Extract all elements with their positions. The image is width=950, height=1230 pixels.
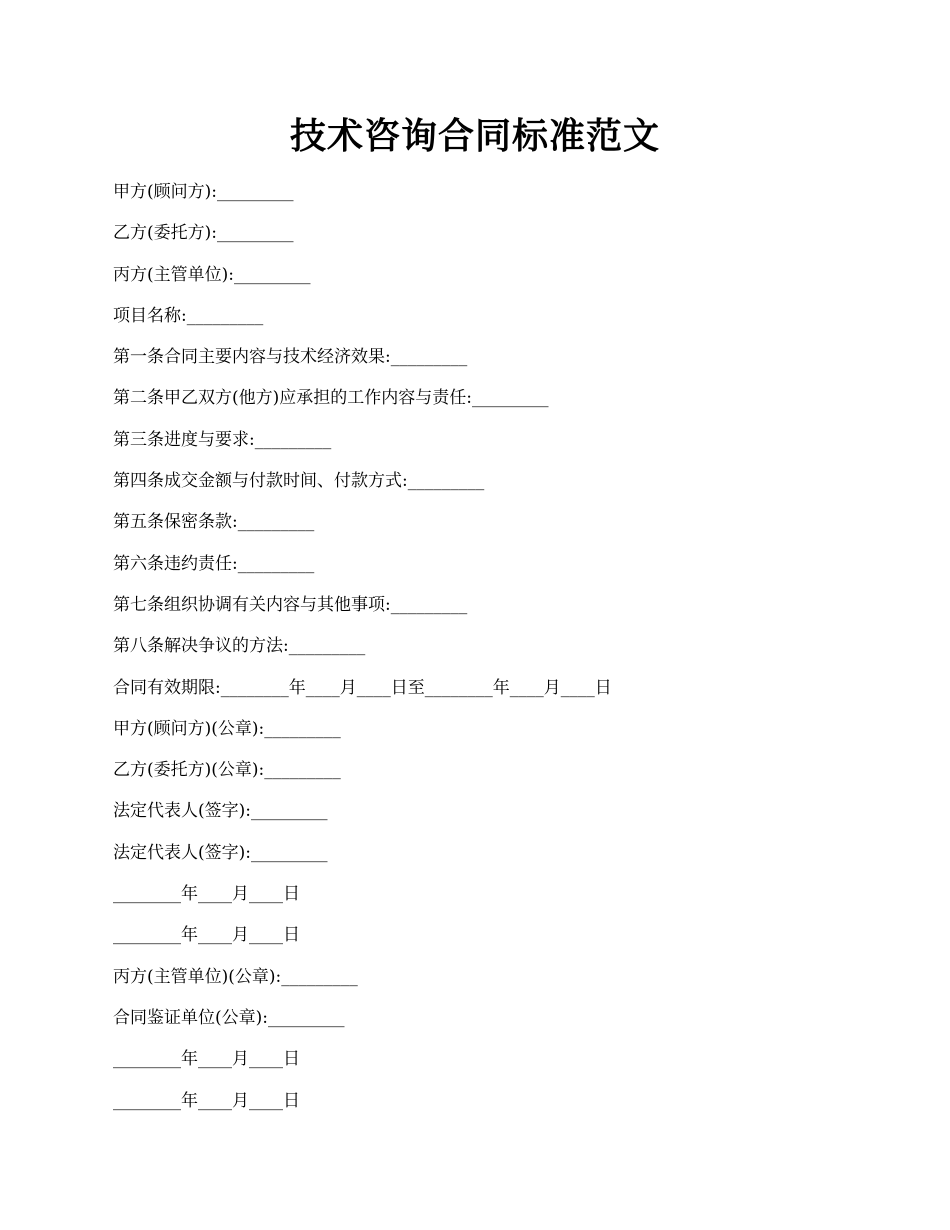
project-name-line: 项目名称:_________ xyxy=(113,305,264,326)
article-3-line: 第三条进度与要求:_________ xyxy=(113,429,332,450)
article-8-line: 第八条解决争议的方法:_________ xyxy=(113,636,366,657)
date-line: ________年____月____日 xyxy=(113,925,300,946)
article-2-line: 第二条甲乙双方(他方)应承担的工作内容与责任:_________ xyxy=(113,388,549,409)
article-5-line: 第五条保密条款:_________ xyxy=(113,512,315,533)
party-b-line: 乙方(委托方):_________ xyxy=(113,223,294,244)
date-line: ________年____月____日 xyxy=(113,884,300,905)
legal-rep-signature-line: 法定代表人(签字):_________ xyxy=(113,842,328,863)
validity-period-line: 合同有效期限:________年____月____日至________年____月____日 xyxy=(113,677,612,698)
verification-unit-seal-line: 合同鉴证单位(公章):_________ xyxy=(113,1007,345,1028)
contract-body xyxy=(113,178,873,1128)
party-c-seal-line: 丙方(主管单位)(公章):_________ xyxy=(113,966,358,987)
article-6-line: 第六条违约责任:_________ xyxy=(113,553,315,574)
party-c-line: 丙方(主管单位):_________ xyxy=(113,264,311,285)
party-a-line: 甲方(顾问方):_________ xyxy=(113,182,294,202)
article-7-line: 第七条组织协调有关内容与其他事项:_________ xyxy=(113,594,468,615)
party-b-seal-line: 乙方(委托方)(公章):_________ xyxy=(113,760,341,781)
date-line: ________年____月____日 xyxy=(113,1090,300,1111)
party-a-seal-line: 甲方(顾问方)(公章):_________ xyxy=(113,718,341,739)
legal-rep-signature-line: 法定代表人(签字):_________ xyxy=(113,801,328,822)
article-4-line: 第四条成交金额与付款时间、付款方式:_________ xyxy=(113,471,485,492)
date-line: ________年____月____日 xyxy=(113,1049,300,1070)
document-title: 技术咨询合同标准范文 xyxy=(289,115,660,157)
article-1-line: 第一条合同主要内容与技术经济效果:_________ xyxy=(113,347,468,368)
